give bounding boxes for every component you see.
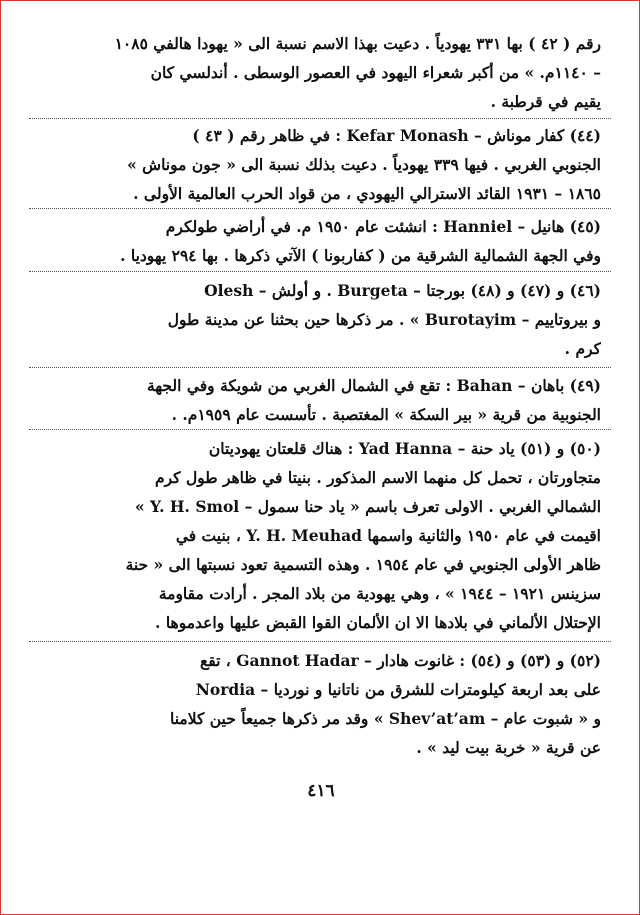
- text-line: (٥٠) و (٥١) ياد حنة – Yad Hanna : هناك قلعتان يهوديتان: [208, 439, 601, 458]
- text-line: كرم .: [564, 339, 601, 358]
- text-line: (٥٢) و (٥٣) و (٥٤) : غانوت هادار – Gannot Hadar ، تقع: [200, 651, 601, 670]
- text-line: على بعد اربعة كيلومترات للشرق من ناتانيا و نورديا – Nordia: [195, 680, 601, 699]
- paragraph-divider: [29, 118, 611, 119]
- paragraph-divider: [29, 271, 611, 272]
- paragraph-44: [35, 121, 601, 208]
- text-line: ١٨٦٥ – ١٩٣١ القائد الاسترالي اليهودي ، من قواد الحرب العالمية الأولى .: [133, 184, 601, 203]
- text-line: ظاهر الأولى الجنوبي في عام ١٩٥٤ . وهذه التسمية تعود نسبتها الى « حنة: [125, 555, 601, 574]
- text-line: اقيمت في عام ١٩٥٠ والثانية واسمها Y. H. Meuhad ، بنيت في: [175, 526, 601, 545]
- text-line: و « شبوت عام – Shev’at’am » وقد مر ذكرها جميعاً حين كلامنا: [170, 709, 601, 728]
- text-line: الجنوبية من قرية « بير السكة » المغتصبة . تأسست عام ١٩٥٩م. .: [171, 405, 601, 424]
- paragraph-50-51: [35, 434, 601, 637]
- text-line: متجاورتان ، تحمل كل منهما الاسم المذكور . بنيتا في ظاهر طول كرم: [155, 468, 601, 487]
- paragraph-52-54: [35, 646, 601, 762]
- text-line: و بيروتاييم – Burotayim » . مر ذكرها حين بحثنا عن مدينة طول: [167, 310, 601, 329]
- text-line: الشمالي الغربي . الاولى تعرف باسم « ياد حنا سمول – Y. H. Smol »: [134, 497, 601, 516]
- text-line: – ١١٤٠م. » من أكبر شعراء اليهود في العصور الوسطى . أندلسي كان: [150, 63, 601, 82]
- paragraph-divider: [29, 641, 611, 642]
- text-line: (٤٤) كفار موناش – Kefar Monash : في ظاهر رقم ( ٤٣ ): [192, 126, 601, 145]
- text-line: سزينس ١٩٢١ – ١٩٤٤ » ، وهي يهودية من بلاد المجر . أرادت مقاومة: [158, 584, 601, 603]
- text-line: الإحتلال الألماني في بلادها الا ان الألمان القوا القبض عليها واعدموها .: [155, 613, 601, 632]
- text-line: عن قرية « خربة بيت ليد » .: [416, 738, 601, 757]
- page-number: ٤١٦: [307, 781, 335, 801]
- paragraph-46-48: [35, 276, 601, 363]
- text-line: يقيم في قرطبة .: [490, 92, 601, 111]
- paragraph-45: [35, 212, 601, 270]
- text-line: رقم ( ٤٢ ) بها ٣٣١ يهودياً . دعيت بهذا الاسم نسبة الى « يهودا هالفي ١٠٨٥: [114, 34, 601, 53]
- paragraph-divider: [29, 429, 611, 430]
- text-line: (٤٥) هانيل – Hanniel : انشئت عام ١٩٥٠ م. في أراضي طولكرم: [165, 217, 601, 236]
- text-line: (٤٦) و (٤٧) و (٤٨) بورجتا – Burgeta . و أولش – Olesh: [204, 281, 601, 300]
- text-line: وفي الجهة الشمالية الشرقية من ( كفاربونا ) الآتي ذكرها . بها ٢٩٤ يهوديا .: [120, 246, 601, 265]
- paragraph-42-continuation: [35, 29, 601, 116]
- text-line: الجنوبي الغربي . فيها ٣٣٩ يهودياً . دعيت بذلك نسبة الى « جون موناش »: [127, 155, 601, 174]
- paragraph-divider: [29, 208, 611, 209]
- paragraph-divider: [29, 367, 611, 368]
- paragraph-49: [35, 371, 601, 429]
- text-line: (٤٩) باهان – Bahan : تقع في الشمال الغربي من شويكة وفي الجهة: [146, 376, 601, 395]
